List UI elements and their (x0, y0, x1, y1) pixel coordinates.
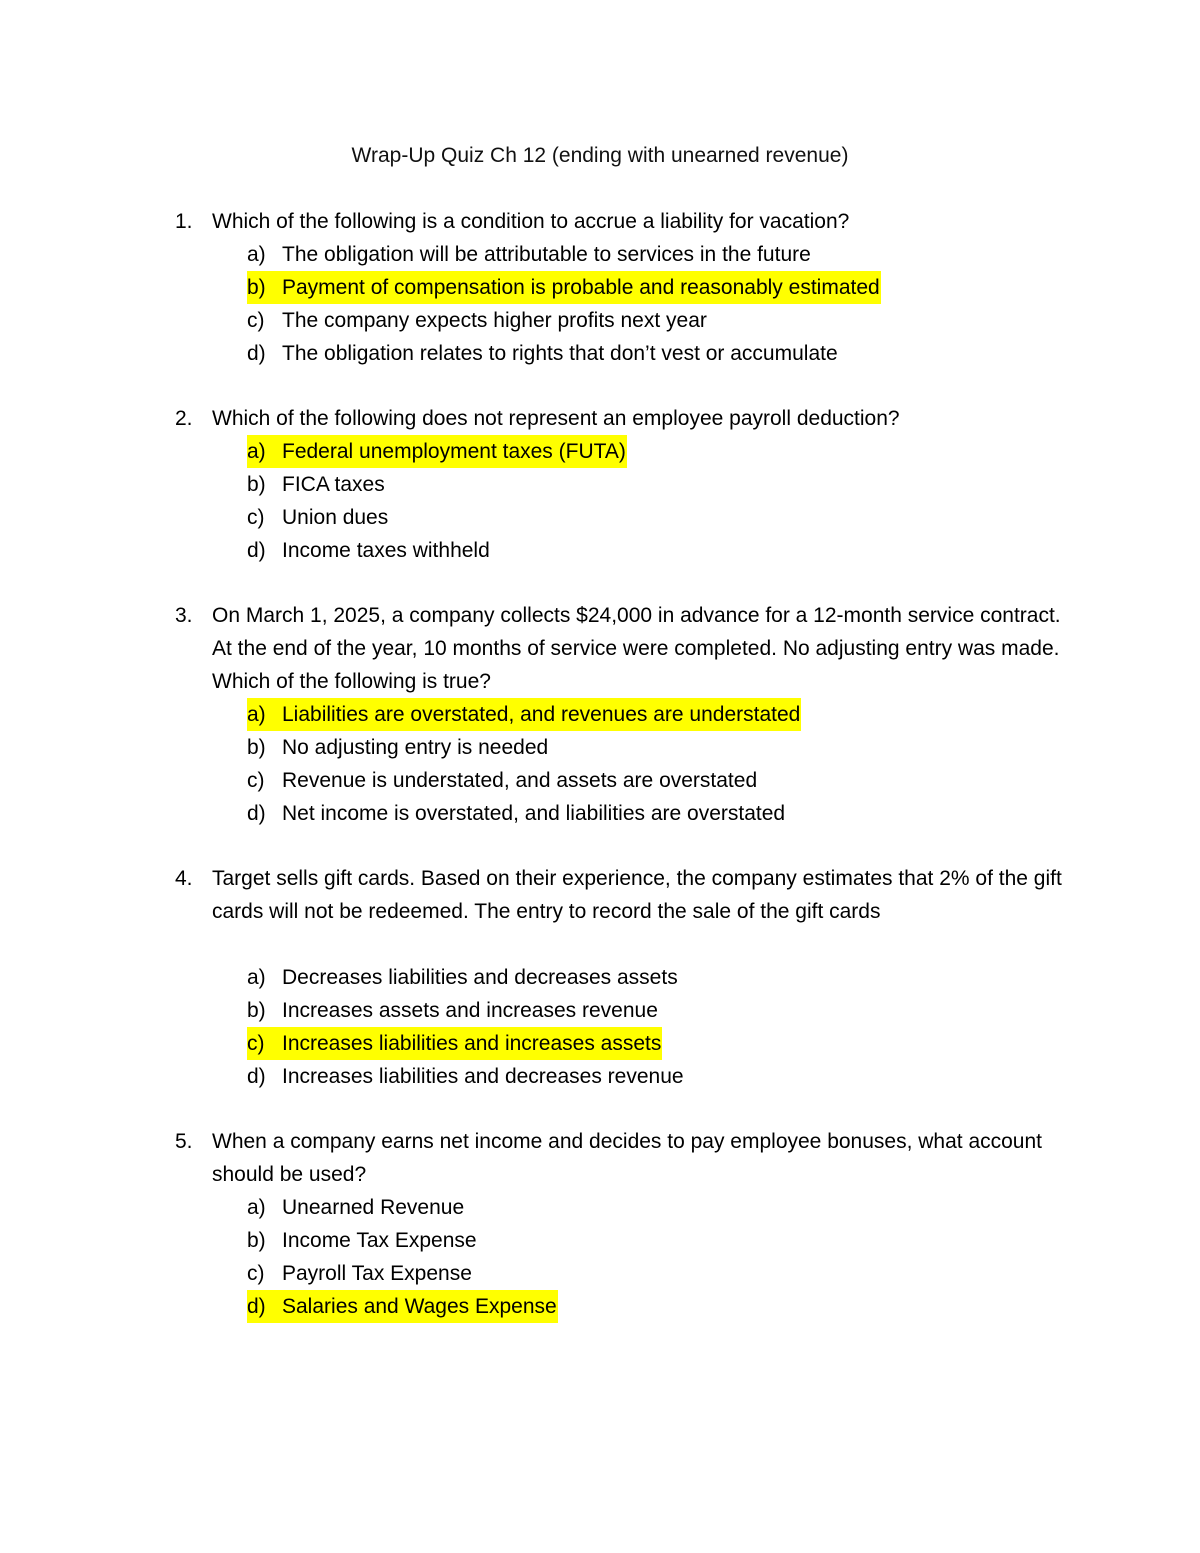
choice-c-highlighted: c) Increases liabilities and increases assets (247, 1027, 685, 1060)
page-title: Wrap-Up Quiz Ch 12 (ending with unearned revenue) (351, 144, 849, 167)
question-text: Target sells gift cards. Based on their experience, the company estimates that 2% of the gift cards will not be redeemed. The entry to record the sale of the gift cards (212, 867, 1062, 923)
choice-c: c) Revenue is understated, and assets are overstated (247, 769, 758, 792)
choice-b: b) Increases assets and increases revenue (247, 999, 658, 1022)
choice-c: c) Union dues (247, 506, 389, 529)
choice-list (247, 435, 627, 567)
choice-b: b) Income Tax Expense (247, 1229, 477, 1252)
choice-list (247, 238, 881, 370)
choice-a: a) Decreases liabilities and decreases assets (247, 966, 678, 989)
choice-a: a) The obligation will be attributable to services in the future (247, 243, 811, 266)
question-number: 3. (175, 604, 193, 627)
choice-list (247, 961, 685, 1093)
choice-b: b) No adjusting entry is needed (247, 736, 549, 759)
choice-b-highlighted: b) Payment of compensation is probable and reasonably estimated (247, 271, 881, 304)
question-text: On March 1, 2025, a company collects $24,000 in advance for a 12-month service contract. At the end of the year, 10 months of service were completed. No adjusting entry was made. Which of the following is true? (212, 604, 1061, 693)
choice-list (247, 698, 801, 830)
choice-d: d) The obligation relates to rights that don’t vest or accumulate (247, 342, 838, 365)
question-number: 5. (175, 1130, 193, 1153)
choice-list (247, 1191, 558, 1323)
choice-d: d) Net income is overstated, and liabilities are overstated (247, 802, 786, 825)
question-text: Which of the following does not represent an employee payroll deduction? (212, 407, 900, 430)
question-number: 2. (175, 407, 193, 430)
question-number: 1. (175, 210, 193, 233)
question-text: Which of the following is a condition to accrue a liability for vacation? (212, 210, 850, 233)
choice-d: d) Income taxes withheld (247, 539, 490, 562)
choice-a: a) Unearned Revenue (247, 1196, 465, 1219)
choice-d: d) Increases liabilities and decreases revenue (247, 1065, 684, 1088)
choice-d-highlighted: d) Salaries and Wages Expense (247, 1290, 558, 1323)
choice-a-highlighted: a) Federal unemployment taxes (FUTA) (247, 435, 627, 468)
question-text: When a company earns net income and decides to pay employee bonuses, what account should be used? (212, 1130, 1043, 1186)
choice-b: b) FICA taxes (247, 473, 385, 496)
question-number: 4. (175, 867, 193, 890)
choice-c: c) Payroll Tax Expense (247, 1262, 472, 1285)
choice-a-highlighted: a) Liabilities are overstated, and revenues are understated (247, 698, 801, 731)
choice-c: c) The company expects higher profits next year (247, 309, 707, 332)
